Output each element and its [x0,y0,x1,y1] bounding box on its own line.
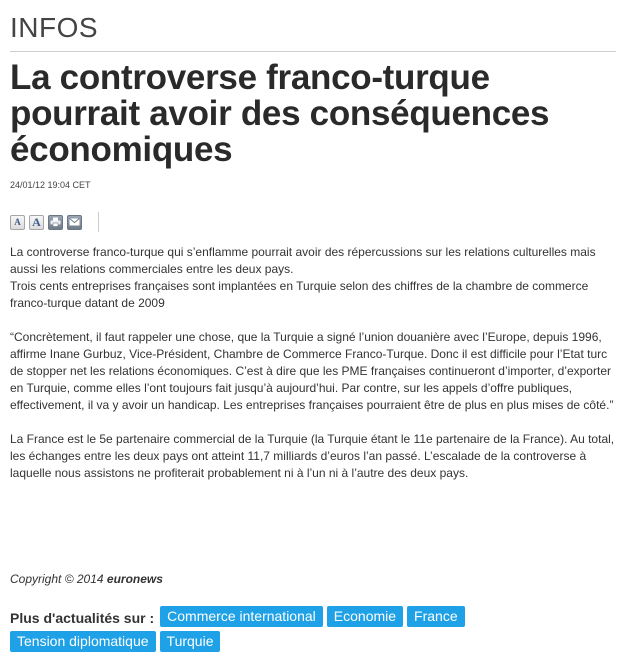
article-intro [10,244,616,312]
related-tags [10,606,616,656]
tag-economie[interactable]: Economie [327,606,403,627]
article-body [10,244,616,482]
tag-commerce-international[interactable]: Commerce international [160,606,323,627]
paragraph-1: La controverse franco-turque qui s’enflamme pourrait avoir des répercussions sur les relations culturelles mais aussi les relations commerciales entre les deux pays. [10,245,596,276]
font-larger-icon[interactable] [29,215,44,230]
paragraph-2: Trois cents entreprises françaises sont implantées en Turquie selon des chiffres de la chambre de commerce franco-turque datant de 2009 [10,279,589,310]
font-larger-glyph: A [32,215,41,229]
copyright-brand: euronews [106,572,163,586]
tag-turquie[interactable]: Turquie [160,631,221,652]
article-title: La controverse franco-turque pourrait avoir des conséquences économiques [10,58,550,169]
related-tags-label: Plus d'actualités sur : [10,610,155,626]
copyright [10,572,163,586]
paragraph-4: La France est le 5e partenaire commercial de la Turquie (la Turquie étant le 11e partenaire de la France). Au total, les échanges entre les deux pays ont atteint 11,7 milliards d’euros l’an passé. L’escalade de la controverse à laquelle nous assistons ne profiterait probablement ni à l’un ni à l’autre des deux pays. [10,432,615,480]
font-smaller-icon[interactable] [10,215,25,230]
toolbar-separator [98,212,99,232]
email-icon[interactable] [67,215,82,230]
print-icon[interactable] [48,215,63,230]
print-icon-graphic [50,217,61,227]
article-toolbar [10,212,616,232]
font-smaller-glyph: A [14,216,21,227]
tag-tension-diplomatique[interactable]: Tension diplomatique [10,631,156,652]
section-label: INFOS [10,12,99,43]
email-icon-graphic [69,218,80,226]
copyright-prefix: Copyright © 2014 [10,572,104,586]
section-divider [10,51,616,52]
paragraph-3: “Concrètement, il faut rappeler une chose, que la Turquie a signé l’union douanière avec l’Europe, depuis 1996, affirme Inane Gurbuz, Vice-Président, Chambre de Commerce Franco-Turque. Donc il est difficile pour l’Etat turc de stopper net les relations économiques. C’est à dire que les PME françaises continueront d’importer, d’exporter en Turquie, comme elles l’ont toujours fait jusqu’à aujourd’hui. Par contre, sur les appels d’offre publiques, effectivement, il va y avoir un handicap. Les entreprises françaises pourraient être de plus en plus mises de côté.” [10,330,614,412]
tag-france[interactable]: France [407,606,465,627]
article-timestamp: 24/01/12 19:04 CET [10,180,91,190]
